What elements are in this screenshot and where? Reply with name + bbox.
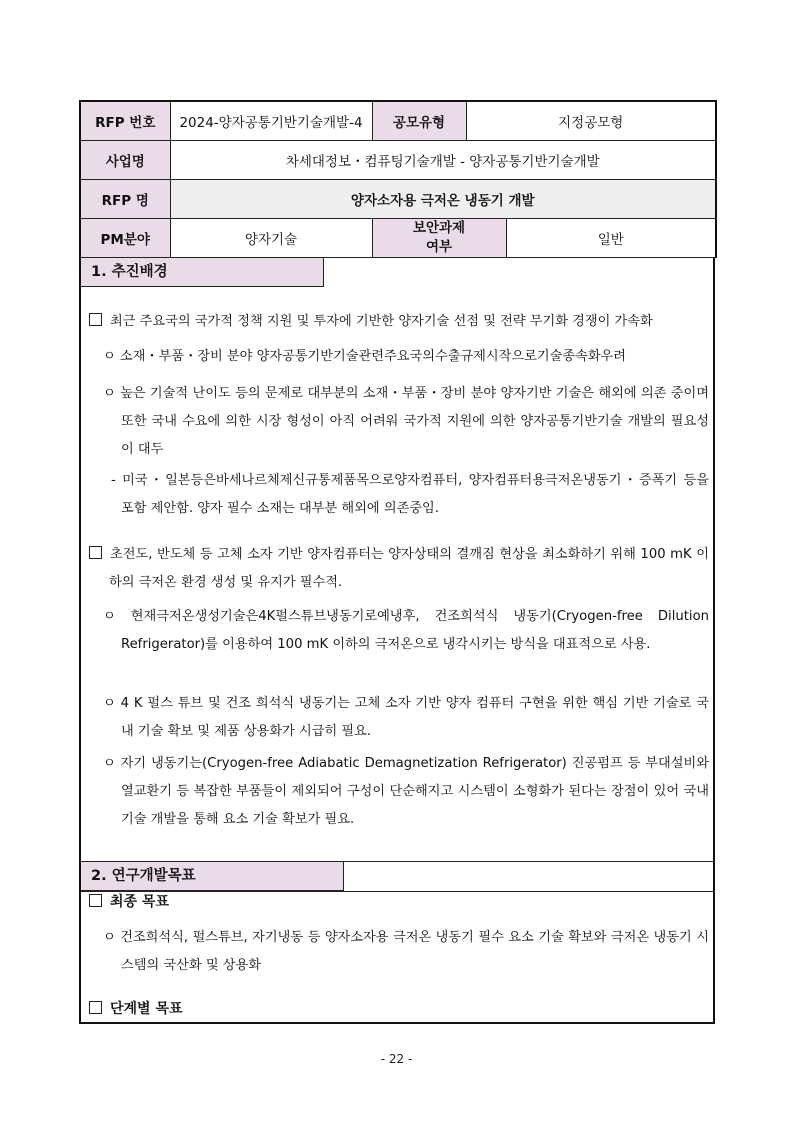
page-number: - 22 - xyxy=(380,1052,413,1066)
sub-item-text: ㅇ 높은 기술적 난이도 등의 문제로 대부분의 소재・부품・장비 분야 양자기반 기술은 해외에 의존 중이며 또한 국내 수요에 의한 시장 형성이 아직 어려워 국가적 지원에 의한 양자공통기반기술 개발의 필요성이 대두 xyxy=(103,386,709,457)
checkbox-square-icon xyxy=(89,1001,102,1014)
checkbox-square-icon xyxy=(89,546,102,559)
dash-item xyxy=(111,467,709,523)
checkbox-square-icon xyxy=(89,894,102,907)
final-goal-item xyxy=(103,924,709,980)
security-label-line-2: 여부 xyxy=(425,239,453,255)
sub-item-text: ㅇ 현재극저온생성기술은4K펄스튜브냉동기로예냉후, 건조희석식 냉동기(Cryogen-free Dilution Refrigerator)를 이용하여 100 mK 이하의 극저온으로 냉각시키는 방식을 대표적으로 사용. xyxy=(103,609,709,652)
bullet-box-item xyxy=(89,308,709,336)
final-goal-label: 최종 목표 xyxy=(110,894,169,910)
section1-title: 1. 추진배경 xyxy=(81,258,324,287)
item-text: 최근 주요국의 국가적 정책 지원 및 투자에 기반한 양자기술 선점 및 전략 무기화 경쟁이 가속화 xyxy=(110,314,653,329)
rfp-document xyxy=(79,100,715,1025)
document-body xyxy=(79,258,715,1023)
bullet-box-item xyxy=(89,541,709,597)
rfp-name-value: 양자소자용 극저온 냉동기 개발 xyxy=(170,180,716,219)
section2-title: 2. 연구개발목표 xyxy=(81,862,344,891)
document-bottom-border xyxy=(79,1022,715,1024)
sub-item xyxy=(103,380,709,464)
call-type-label: 공모유형 xyxy=(372,101,466,141)
rfp-header-table xyxy=(79,100,717,258)
rfp-number-value: 2024-양자공통기반기술개발-4 xyxy=(170,101,372,141)
security-value: 일반 xyxy=(506,219,716,258)
final-goal-heading xyxy=(89,888,709,916)
checkbox-square-icon xyxy=(89,313,102,326)
sub-item-text: ㅇ 4 K 펄스 튜브 및 건조 희석식 냉동기는 고체 소자 기반 양자 컴퓨터 구현을 위한 핵심 기반 기술로 국내 기술 확보 및 제품 상용화가 시급히 필요. xyxy=(103,696,709,739)
call-type-value: 지정공모형 xyxy=(466,101,716,141)
item-text: 초전도, 반도체 등 고체 소자 기반 양자컴퓨터는 양자상태의 결깨짐 현상을 최소화하기 위해 100 mK 이하의 극저온 환경 생성 및 유지가 필수적. xyxy=(109,547,709,590)
program-value: 차세대정보・컴퓨팅기술개발 - 양자공통기반기술개발 xyxy=(170,141,716,180)
pm-field-value: 양자기술 xyxy=(170,219,372,258)
sub-item-text: ㅇ 자기 냉동기는(Cryogen-free Adiabatic Demagnetization Refrigerator) 진공펌프 등 부대설비와 열교환기 등 복잡한 부품들이 제외되어 구성이 단순해지고 시스템이 소형화가 된다는 장점이 있어 국내 기술 개발을 통해 요소 기술 확보가 필요. xyxy=(103,756,709,827)
stage-goal-label: 단계별 목표 xyxy=(110,1001,183,1017)
rfp-name-label: RFP 명 xyxy=(80,180,170,219)
final-goal-text: ㅇ 건조희석식, 펄스튜브, 자기냉동 등 양자소자용 극저온 냉동기 필수 요소 기술 확보와 극저온 냉동기 시스템의 국산화 및 상용화 xyxy=(103,930,709,973)
sub-item xyxy=(103,690,709,746)
sub-item: ㅇ 소재・부품・장비 분야 양자공통기반기술관련주요국의수출규제시작으로기술종속화우려 xyxy=(103,349,627,364)
rfp-number-label: RFP 번호 xyxy=(80,101,170,141)
pm-field-label: PM분야 xyxy=(80,219,170,258)
sub-item xyxy=(103,750,709,834)
dash-item-text: - 미국・일본등은바세나르체제신규통제품목으로양자컴퓨터, 양자컴퓨터용극저온냉동기・증폭기 등을 포함 제안함. 양자 필수 소재는 대부분 해외에 의존중임. xyxy=(111,473,709,516)
stage-goal-heading xyxy=(89,995,709,1023)
security-label-line-1: 보안과제 xyxy=(412,220,466,236)
program-label: 사업명 xyxy=(80,141,170,180)
sub-item xyxy=(103,603,709,659)
security-label xyxy=(372,219,506,258)
